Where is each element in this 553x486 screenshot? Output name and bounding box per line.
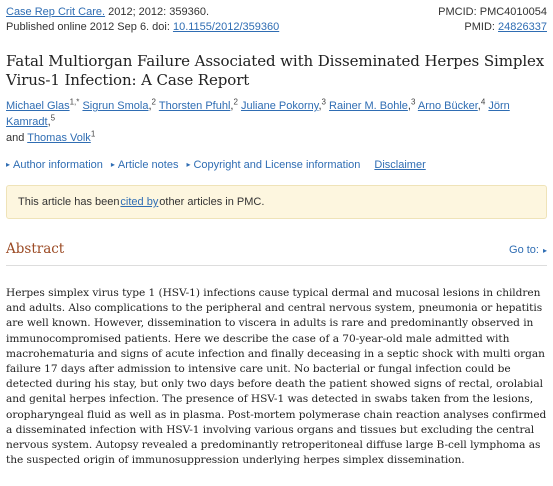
article-notes-toggle[interactable] [111, 157, 179, 173]
author-link[interactable]: Sigrun Smola [82, 100, 149, 112]
author-link[interactable]: Juliane Pokorny [240, 100, 319, 112]
author-information-toggle[interactable] [6, 157, 103, 173]
author-list: Michael Glas$^{1,*}$ Sigrun Smola,$^2$ Thorsten Pfuhl,$^2$ Juliane Pokorny,$^3$ Rainer M. Bohle,$^3$ Arno Bücker,$^4$ Jörn Kamradt,$^5$ and Thomas Volk$^1$ [6, 97, 510, 144]
author-affiliation-sup: 1,* [69, 97, 80, 107]
pmid-info [464, 20, 547, 35]
author-link[interactable]: Arno Bücker [417, 100, 478, 112]
author-link[interactable]: Jörn Kamradt [6, 100, 510, 128]
author-information-label: Author information [13, 159, 103, 171]
author-link[interactable]: Thorsten Pfuhl [158, 100, 231, 112]
author-affiliation-sup: 2 [151, 97, 156, 107]
author-link[interactable]: Thomas Volk [27, 132, 91, 144]
author-link[interactable]: Rainer M. Bohle [329, 100, 408, 112]
notice-suffix: other articles in PMC. [159, 196, 265, 208]
citation-journal-info [6, 5, 209, 20]
authors-and: and [6, 132, 28, 144]
disclaimer-link[interactable]: Disclaimer [374, 159, 426, 171]
goto-arrow-icon: ▸ [542, 245, 547, 255]
copyright-toggle[interactable] [186, 157, 360, 173]
author-affiliation-sup: 3 [410, 97, 416, 107]
citation-row-2 [6, 20, 547, 35]
cited-by-notice [6, 185, 547, 219]
article-meta-links [6, 157, 547, 173]
notice-prefix: This article has been [18, 196, 120, 208]
expand-arrow-icon: ▸ [110, 160, 115, 169]
author-link[interactable]: Michael Glas [6, 100, 70, 112]
goto-label: Go to: [509, 244, 539, 256]
published-prefix: Published online 2012 Sep 6. doi: [6, 21, 173, 33]
doi-link[interactable]: 10.1155/2012/359360 [172, 21, 280, 33]
goto-menu[interactable] [509, 244, 547, 256]
author-affiliation-sup: 3 [321, 97, 326, 107]
author-affiliation-sup: 4 [480, 97, 486, 107]
copyright-label: Copyright and License information [193, 159, 361, 171]
author-affiliation-sup: 5 [50, 113, 56, 123]
pmid-label: PMID: [464, 21, 499, 33]
article-title: Fatal Multiorgan Failure Associated with Disseminated Herpes Simplex Virus-1 Infection: A Case Report [6, 52, 545, 89]
author-affiliation-sup: 1 [90, 129, 96, 139]
expand-arrow-icon: ▸ [6, 160, 11, 169]
published-info [6, 20, 279, 35]
pmcid-label: PMCID: PMC4010054 [438, 6, 547, 18]
abstract-text: Herpes simplex virus type 1 (HSV-1) infections cause typical dermal and mucosal lesions in children and adults. Also complications to the peripheral and central nervous system, pneumonia or hepatitis are well known. However, dissemination to viscera in adults is rare and predominantly observed in immunocompromised patients. Here we describe the case of a 70-year-old male admitted with macrohematuria and signs of acute infection and finally deceasing in a septic shock with multi organ failure 17 days after admission to intensive care unit. No bacterial or fungal infection could be detected during his stay, but only two days before death the patient showed signs of rectal, orolabial and genital herpes infection. The presence of HSV-1 was detected in swabs taken from the lesions, oropharyngeal fluid as well as in plasma. Post-mortem polymerase chain reaction analyses confirmed a disseminated infection with HSV-1 involving various organs and tissues but excluding the central nervous system. Autopsy revealed a predominantly retroperitoneal diffuse large B-cell lymphoma as the suspected origin of immunosuppression underlying herpes simplex dissemination. [6, 287, 547, 467]
abstract-heading: Abstract [6, 241, 65, 257]
abstract-divider [6, 265, 547, 266]
article-notes-label: Article notes [117, 159, 179, 171]
expand-arrow-icon: ▸ [186, 160, 191, 169]
author-affiliation-sup: 2 [233, 97, 238, 107]
pmid-link[interactable]: 24826337 [498, 21, 547, 33]
journal-link[interactable]: Case Rep Crit Care. [6, 6, 106, 18]
journal-year-info: 2012; 2012: 359360. [105, 6, 210, 18]
citation-row-1 [6, 0, 547, 20]
cited-by-link[interactable]: cited by [120, 196, 159, 208]
abstract-header [6, 241, 547, 257]
